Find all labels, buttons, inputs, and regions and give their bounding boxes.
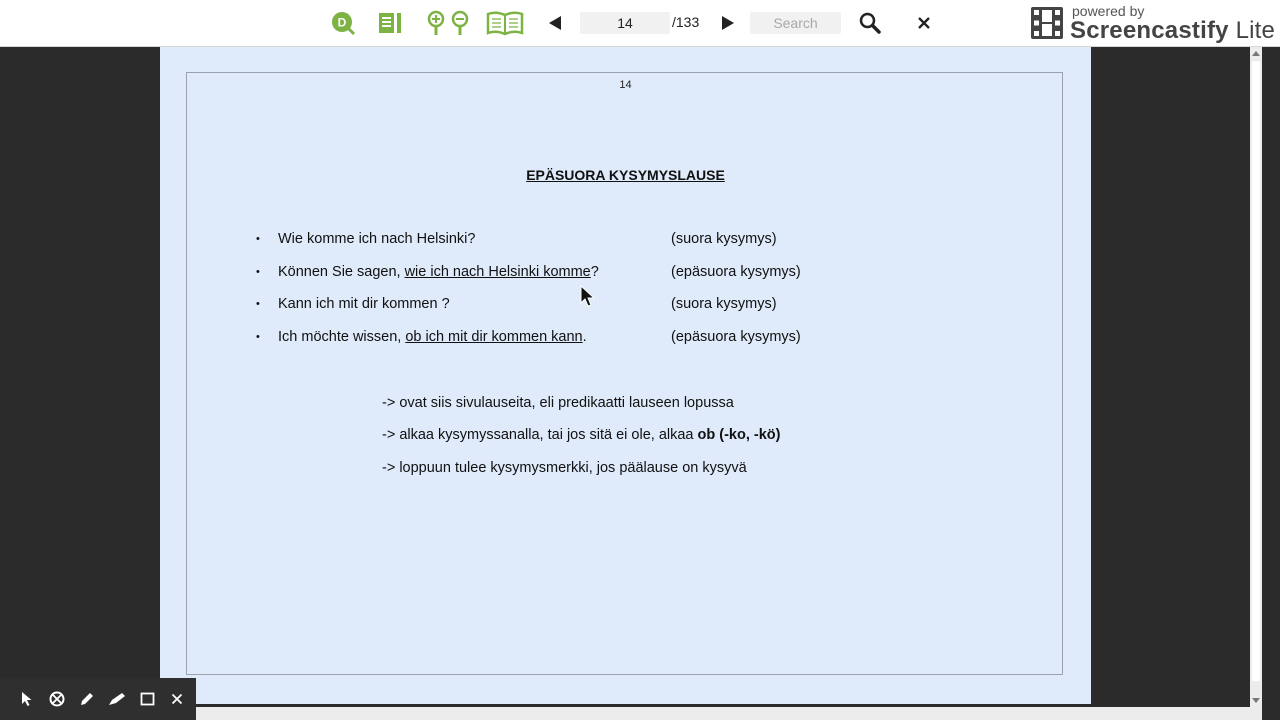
page-number-text: 14: [619, 79, 632, 91]
disable-icon[interactable]: [42, 684, 72, 714]
zoom-in-icon[interactable]: [424, 9, 448, 37]
prev-page-icon[interactable]: [546, 9, 564, 37]
rectangle-icon[interactable]: [132, 684, 162, 714]
dictionary-icon[interactable]: [330, 9, 356, 37]
example-type: (suora kysymys): [671, 231, 777, 247]
book-view-icon[interactable]: [486, 9, 524, 37]
scrollbar-thumb[interactable]: [1252, 61, 1260, 681]
note-text: -> loppuun tulee kysymysmerkki, jos päälause on kysyvä: [382, 460, 747, 476]
close-icon[interactable]: [914, 9, 934, 37]
brand-powered-text: powered by: [1072, 2, 1145, 19]
sentence-text: Ich möchte wissen,: [278, 329, 406, 345]
bullet: •: [256, 298, 260, 310]
bullet: •: [256, 266, 260, 278]
annotation-toolbar: [0, 678, 196, 720]
scroll-up-icon[interactable]: [1250, 47, 1262, 59]
sentence-text: Kann ich mit dir kommen ?: [278, 296, 450, 312]
highlighter-icon[interactable]: [102, 684, 132, 714]
note-line: [382, 392, 734, 414]
note-bold: ob (-ko, -kö): [697, 427, 781, 443]
note-text: -> alkaa kysymyssanalla, tai jos sitä ei ole, alkaa: [382, 427, 698, 443]
page-number-input[interactable]: [580, 12, 670, 34]
vertical-scrollbar[interactable]: [1250, 47, 1262, 707]
pen-icon[interactable]: [72, 684, 102, 714]
search-icon[interactable]: [858, 9, 882, 37]
svg-text:D: D: [337, 15, 347, 30]
example-sentence: [278, 228, 475, 250]
horizontal-scroll-track: [196, 707, 1262, 720]
document-viewer[interactable]: [0, 47, 1280, 720]
example-sentence: [278, 293, 450, 315]
example-sentence: [278, 326, 587, 348]
screencastify-watermark: [1030, 4, 1276, 42]
note-line: [382, 424, 781, 446]
bullet: •: [256, 331, 260, 343]
film-strip-icon: [1030, 6, 1064, 40]
note-line: [382, 457, 747, 479]
bullet: •: [256, 233, 260, 245]
page-heading: EPÄSUORA KYSYMYSLAUSE: [526, 167, 725, 183]
example-type: (epäsuora kysymys): [671, 329, 801, 345]
document-page: [160, 47, 1091, 704]
next-page-icon[interactable]: [719, 9, 737, 37]
close-annotation-icon[interactable]: [162, 684, 192, 714]
sentence-text: Können Sie sagen,: [278, 264, 405, 280]
mouse-cursor-icon: [580, 285, 596, 309]
text-view-icon[interactable]: [378, 9, 404, 37]
example-sentence: [278, 261, 599, 283]
search-input[interactable]: [750, 12, 841, 34]
example-type: (suora kysymys): [671, 296, 777, 312]
pointer-icon[interactable]: [12, 684, 42, 714]
example-type: (epäsuora kysymys): [671, 264, 801, 280]
sentence-end: .: [582, 329, 587, 345]
zoom-out-icon[interactable]: [449, 9, 471, 37]
sentence-underlined: ob ich mit dir kommen kann: [405, 329, 583, 345]
page-border: [186, 72, 1063, 675]
total-pages-label: /133: [672, 14, 700, 30]
brand-name: Screencastify: [1070, 16, 1229, 44]
sentence-end: ?: [590, 264, 599, 280]
scroll-down-icon[interactable]: [1250, 695, 1262, 707]
sentence-text: Wie komme ich nach Helsinki?: [278, 231, 476, 247]
note-text: -> ovat siis sivulauseita, eli predikaatti lauseen lopussa: [382, 395, 734, 411]
viewer-toolbar: [0, 0, 1280, 47]
sentence-underlined: wie ich nach Helsinki komme: [404, 264, 591, 280]
brand-lite: Lite: [1235, 16, 1276, 44]
